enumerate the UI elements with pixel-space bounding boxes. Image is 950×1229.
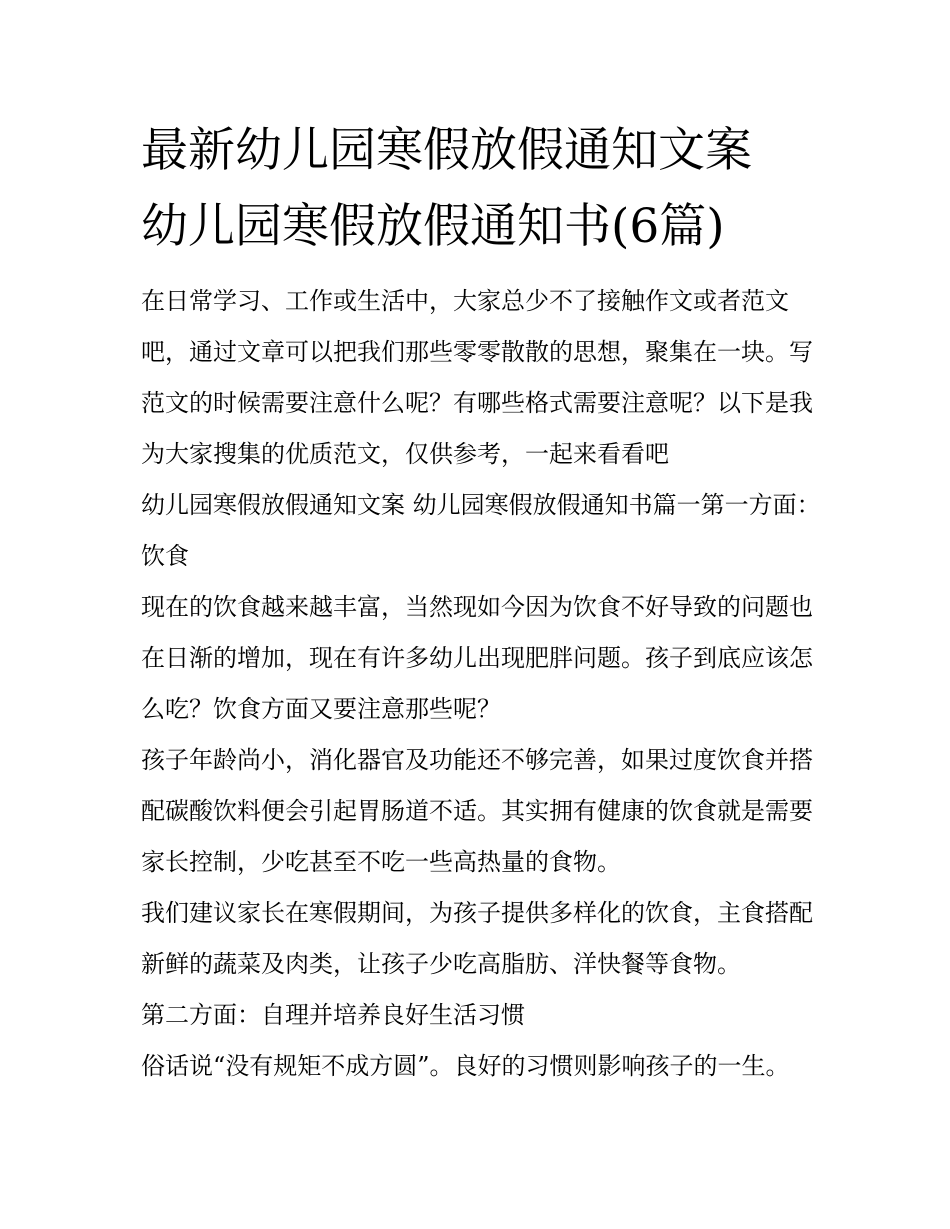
body-paragraph: 孩子年龄尚小，消化器官及功能还不够完善，如果过度饮食并搭配碳酸饮料便会引起胃肠道不适。其实拥有健康的饮食就是需要家长控制，少吃甚至不吃一些高热量的食物。: [141, 746, 813, 876]
document-body: [141, 276, 831, 1092]
intro-paragraph: 在日常学习、工作或生活中，大家总少不了接触作文或者范文吧，通过文章可以把我们那些零零散散的思想，聚集在一块。写范文的时候需要注意什么呢？有哪些格式需要注意呢？以下是我为大家搜集的优质范文，仅供参考，一起来看看吧: [141, 287, 813, 468]
section-heading-diet: 幼儿园寒假放假通知文案 幼儿园寒假放假通知书篇一第一方面：饮食: [141, 491, 821, 570]
body-paragraph: 我们建议家长在寒假期间，为孩子提供多样化的饮食，主食搭配新鲜的蔬菜及肉类，让孩子少吃高脂肪、洋快餐等食物。: [141, 899, 813, 978]
title-line-2: 幼儿园寒假放假通知书(6篇): [141, 199, 725, 254]
body-paragraph: 现在的饮食越来越丰富，当然现如今因为饮食不好导致的问题也在日渐的增加，现在有许多幼儿出现肥胖问题。孩子到底应该怎么吃？饮食方面又要注意那些呢？: [141, 593, 813, 723]
section-heading-habits: 第二方面：自理并培养良好生活习惯: [141, 1001, 525, 1029]
title-line-1: 最新幼儿园寒假放假通知文案: [141, 123, 752, 178]
document-title: [141, 113, 831, 265]
body-paragraph: 俗话说“没有规矩不成方圆”。良好的习惯则影响孩子的一生。: [141, 1052, 790, 1080]
